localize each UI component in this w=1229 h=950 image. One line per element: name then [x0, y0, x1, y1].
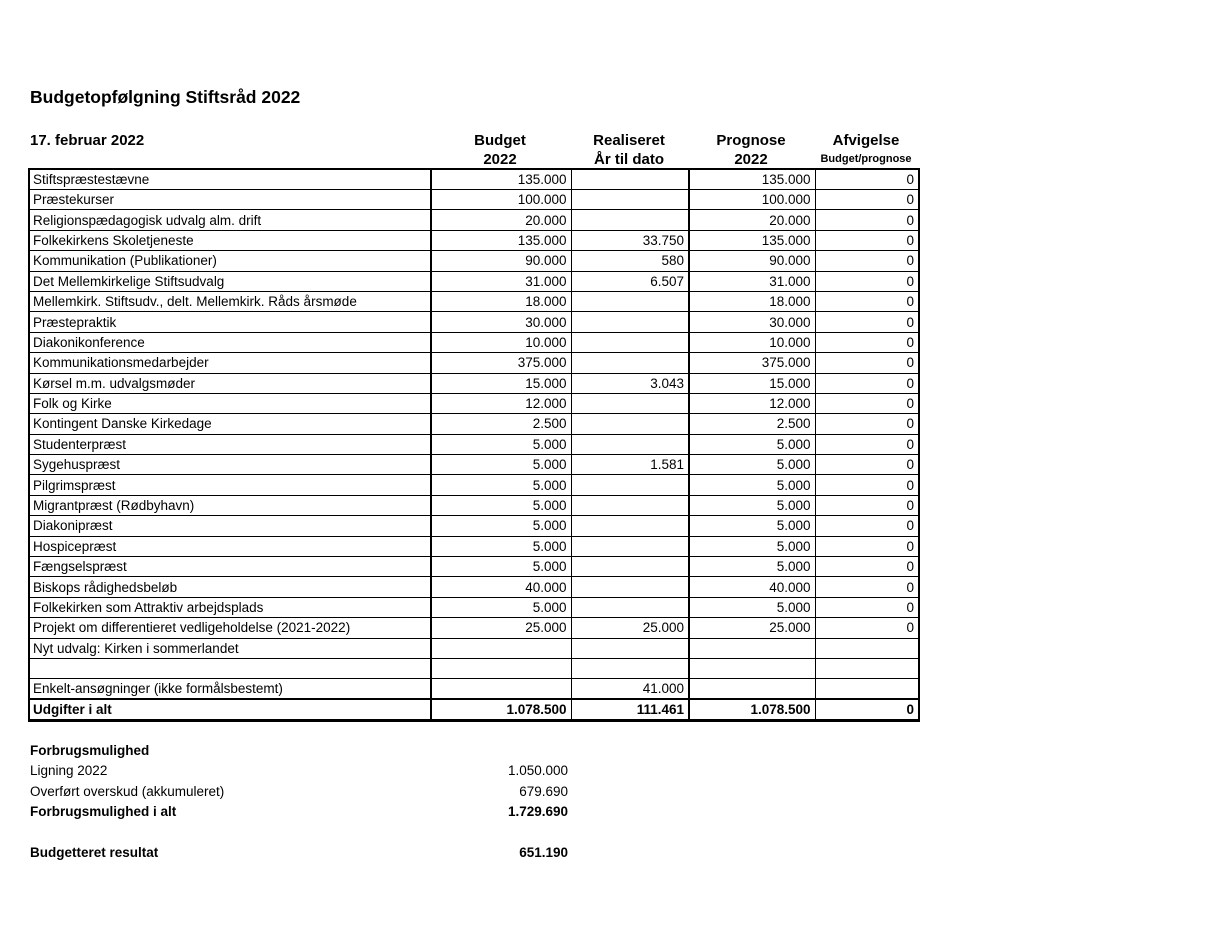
cell-afvigelse: 0: [815, 353, 919, 373]
cell-budget: 5.000: [431, 495, 571, 515]
summary-section: [30, 741, 568, 863]
table-row: [29, 414, 919, 434]
cell-prognose: 90.000: [689, 251, 815, 271]
row-label: Præstekurser: [29, 190, 431, 210]
cell-prognose: 30.000: [689, 312, 815, 332]
table-row: [29, 332, 919, 352]
cell-prognose: [689, 638, 815, 658]
row-label: Diakonikonference: [29, 332, 431, 352]
column-header-budget-line1: Budget: [474, 132, 526, 149]
total-row-label: Udgifter i alt: [29, 699, 431, 721]
cell-budget: 20.000: [431, 210, 571, 230]
cell-budget: 5.000: [431, 475, 571, 495]
row-label: Migrantpræst (Rødbyhavn): [29, 495, 431, 515]
total-cell-realiseret: 111.461: [571, 699, 689, 721]
row-label: Biskops rådighedsbeløb: [29, 577, 431, 597]
cell-prognose: 5.000: [689, 536, 815, 556]
table-row: [29, 618, 919, 638]
cell-prognose: 100.000: [689, 190, 815, 210]
cell-prognose: 10.000: [689, 332, 815, 352]
report-date: 17. februar 2022: [30, 132, 145, 149]
row-label: Studenterpræst: [29, 434, 431, 454]
cell-prognose: 5.000: [689, 434, 815, 454]
cell-budget: 90.000: [431, 251, 571, 271]
budget-table-body: [29, 169, 919, 699]
cell-budget: [431, 638, 571, 658]
cell-realiseret: [571, 516, 689, 536]
summary-spacer: [30, 823, 568, 843]
row-label: Folkekirken som Attraktiv arbejdsplads: [29, 597, 431, 617]
cell-budget: 375.000: [431, 353, 571, 373]
column-header-prognose-line1: Prognose: [716, 132, 786, 149]
cell-prognose: 5.000: [689, 597, 815, 617]
table-row: [29, 169, 919, 190]
cell-afvigelse: 0: [815, 516, 919, 536]
cell-budget: 5.000: [431, 557, 571, 577]
cell-realiseret: [571, 557, 689, 577]
cell-budget: 12.000: [431, 393, 571, 413]
cell-afvigelse: 0: [815, 373, 919, 393]
cell-budget: 5.000: [431, 536, 571, 556]
table-row: [29, 291, 919, 311]
row-label: Hospicepræst: [29, 536, 431, 556]
column-header-budget-line2: 2022: [483, 151, 517, 168]
cell-afvigelse: 0: [815, 271, 919, 291]
cell-realiseret: [571, 291, 689, 311]
cell-budget: 18.000: [431, 291, 571, 311]
cell-realiseret: [571, 332, 689, 352]
cell-afvigelse: 0: [815, 434, 919, 454]
table-row: [29, 230, 919, 250]
cell-afvigelse: 0: [815, 455, 919, 475]
cell-realiseret: [571, 169, 689, 190]
row-label: Projekt om differentieret vedligeholdelse (2021-2022): [29, 618, 431, 638]
summary-result-label: Budgetteret resultat: [30, 844, 159, 860]
summary-line-label: Ligning 2022: [30, 763, 108, 779]
cell-afvigelse: 0: [815, 291, 919, 311]
cell-budget: 5.000: [431, 455, 571, 475]
cell-realiseret: 1.581: [571, 455, 689, 475]
cell-budget: 40.000: [431, 577, 571, 597]
table-row: [29, 638, 919, 658]
column-header-budget: [430, 131, 570, 169]
cell-realiseret: 41.000: [571, 679, 689, 700]
row-label: Nyt udvalg: Kirken i sommerlandet: [29, 638, 431, 658]
cell-realiseret: [571, 597, 689, 617]
summary-line-overfort: [30, 782, 568, 802]
column-header-prognose-line2: 2022: [734, 151, 768, 168]
cell-realiseret: 6.507: [571, 271, 689, 291]
cell-realiseret: [571, 495, 689, 515]
column-header-afvigelse: [814, 131, 918, 169]
cell-budget: 5.000: [431, 597, 571, 617]
cell-prognose: 31.000: [689, 271, 815, 291]
cell-prognose: 5.000: [689, 516, 815, 536]
cell-prognose: 2.500: [689, 414, 815, 434]
column-header-realiseret-line1: Realiseret: [593, 132, 665, 149]
row-label: Folk og Kirke: [29, 393, 431, 413]
cell-realiseret: 25.000: [571, 618, 689, 638]
cell-prognose: 18.000: [689, 291, 815, 311]
cell-budget: 5.000: [431, 516, 571, 536]
cell-realiseret: 3.043: [571, 373, 689, 393]
cell-budget: 30.000: [431, 312, 571, 332]
cell-afvigelse: 0: [815, 210, 919, 230]
summary-line-value: 1.050.000: [507, 763, 568, 779]
cell-realiseret: 33.750: [571, 230, 689, 250]
cell-afvigelse: 0: [815, 536, 919, 556]
cell-realiseret: [571, 353, 689, 373]
cell-prognose: 40.000: [689, 577, 815, 597]
cell-budget: 15.000: [431, 373, 571, 393]
table-row: [29, 434, 919, 454]
cell-budget: 25.000: [431, 618, 571, 638]
cell-afvigelse: 0: [815, 169, 919, 190]
row-label: Det Mellemkirkelige Stiftsudvalg: [29, 271, 431, 291]
total-cell-prognose: 1.078.500: [689, 699, 815, 721]
cell-budget: 31.000: [431, 271, 571, 291]
cell-afvigelse: 0: [815, 475, 919, 495]
cell-budget: 5.000: [431, 434, 571, 454]
cell-prognose: 5.000: [689, 557, 815, 577]
column-header-realiseret-line2: År til dato: [594, 151, 664, 168]
cell-realiseret: 580: [571, 251, 689, 271]
cell-budget: [431, 658, 571, 678]
table-row: [29, 393, 919, 413]
cell-realiseret: [571, 393, 689, 413]
column-header-afvigelse-line2: Budget/prognose: [820, 153, 912, 165]
table-row: [29, 516, 919, 536]
cell-prognose: 12.000: [689, 393, 815, 413]
table-row: [29, 353, 919, 373]
cell-prognose: 20.000: [689, 210, 815, 230]
cell-prognose: 375.000: [689, 353, 815, 373]
cell-prognose: 5.000: [689, 475, 815, 495]
cell-budget: [431, 679, 571, 700]
cell-afvigelse: 0: [815, 618, 919, 638]
table-total-row: [29, 699, 919, 721]
column-header-afvigelse-line1: Afvigelse: [832, 132, 900, 149]
cell-budget: 2.500: [431, 414, 571, 434]
cell-realiseret: [571, 312, 689, 332]
cell-afvigelse: 0: [815, 332, 919, 352]
table-row: [29, 495, 919, 515]
row-label: Mellemkirk. Stiftsudv., delt. Mellemkirk. Råds årsmøde: [29, 291, 431, 311]
table-row: [29, 557, 919, 577]
cell-prognose: 135.000: [689, 230, 815, 250]
cell-prognose: 25.000: [689, 618, 815, 638]
cell-afvigelse: 0: [815, 312, 919, 332]
total-cell-afvigelse: 0: [815, 699, 919, 721]
row-label: Pilgrimspræst: [29, 475, 431, 495]
row-label: Kontingent Danske Kirkedage: [29, 414, 431, 434]
cell-realiseret: [571, 434, 689, 454]
summary-heading: Forbrugsmulighed: [30, 743, 150, 758]
row-label: Stiftspræstestævne: [29, 169, 431, 190]
cell-budget: 135.000: [431, 169, 571, 190]
budget-table: [28, 168, 920, 722]
row-label: Enkelt-ansøgninger (ikke formålsbestemt): [29, 679, 431, 700]
cell-prognose: 5.000: [689, 495, 815, 515]
row-label: Kommunikation (Publikationer): [29, 251, 431, 271]
table-row: [29, 190, 919, 210]
cell-realiseret: [571, 536, 689, 556]
cell-afvigelse: 0: [815, 414, 919, 434]
cell-realiseret: [571, 190, 689, 210]
cell-afvigelse: [815, 638, 919, 658]
table-row: [29, 658, 919, 678]
cell-afvigelse: [815, 679, 919, 700]
cell-budget: 100.000: [431, 190, 571, 210]
column-header-realiseret: [570, 131, 688, 169]
row-label: Religionspædagogisk udvalg alm. drift: [29, 210, 431, 230]
row-label: Kørsel m.m. udvalgsmøder: [29, 373, 431, 393]
total-cell-budget: 1.078.500: [431, 699, 571, 721]
summary-line-label: Forbrugsmulighed i alt: [30, 804, 177, 820]
summary-line-label: Overført overskud (akkumuleret): [30, 783, 225, 799]
cell-realiseret: [571, 210, 689, 230]
cell-afvigelse: 0: [815, 597, 919, 617]
table-row: [29, 455, 919, 475]
row-label: Folkekirkens Skoletjeneste: [29, 230, 431, 250]
cell-afvigelse: [815, 658, 919, 678]
page-title: Budgetopfølgning Stiftsråd 2022: [30, 87, 301, 107]
cell-prognose: [689, 658, 815, 678]
table-row: [29, 536, 919, 556]
cell-prognose: [689, 679, 815, 700]
table-column-headers: [0, 131, 1229, 171]
cell-realiseret: [571, 658, 689, 678]
row-label: Fængselspræst: [29, 557, 431, 577]
cell-afvigelse: 0: [815, 577, 919, 597]
row-label: Diakonipræst: [29, 516, 431, 536]
table-row: [29, 210, 919, 230]
summary-line-value: 1.729.690: [507, 804, 568, 820]
row-label: Præstepraktik: [29, 312, 431, 332]
table-row: [29, 271, 919, 291]
summary-heading-row: [30, 741, 568, 761]
cell-afvigelse: 0: [815, 230, 919, 250]
cell-prognose: 135.000: [689, 169, 815, 190]
cell-prognose: 5.000: [689, 455, 815, 475]
row-label: Sygehuspræst: [29, 455, 431, 475]
cell-afvigelse: 0: [815, 251, 919, 271]
table-row: [29, 679, 919, 700]
table-row: [29, 373, 919, 393]
table-row: [29, 312, 919, 332]
cell-prognose: 15.000: [689, 373, 815, 393]
column-header-prognose: [688, 131, 814, 169]
cell-afvigelse: 0: [815, 495, 919, 515]
cell-budget: 135.000: [431, 230, 571, 250]
row-label: Kommunikationsmedarbejder: [29, 353, 431, 373]
cell-realiseret: [571, 475, 689, 495]
summary-line-total: [30, 802, 568, 822]
table-row: [29, 597, 919, 617]
summary-line-ligning: [30, 761, 568, 781]
cell-realiseret: [571, 577, 689, 597]
cell-afvigelse: 0: [815, 393, 919, 413]
summary-result-value: 651.190: [519, 844, 568, 860]
table-row: [29, 475, 919, 495]
summary-line-value: 679.690: [519, 783, 568, 799]
summary-result-row: [30, 843, 568, 863]
cell-realiseret: [571, 414, 689, 434]
cell-realiseret: [571, 638, 689, 658]
table-row: [29, 251, 919, 271]
cell-afvigelse: 0: [815, 557, 919, 577]
row-label: [29, 658, 431, 678]
cell-afvigelse: 0: [815, 190, 919, 210]
table-row: [29, 577, 919, 597]
cell-budget: 10.000: [431, 332, 571, 352]
